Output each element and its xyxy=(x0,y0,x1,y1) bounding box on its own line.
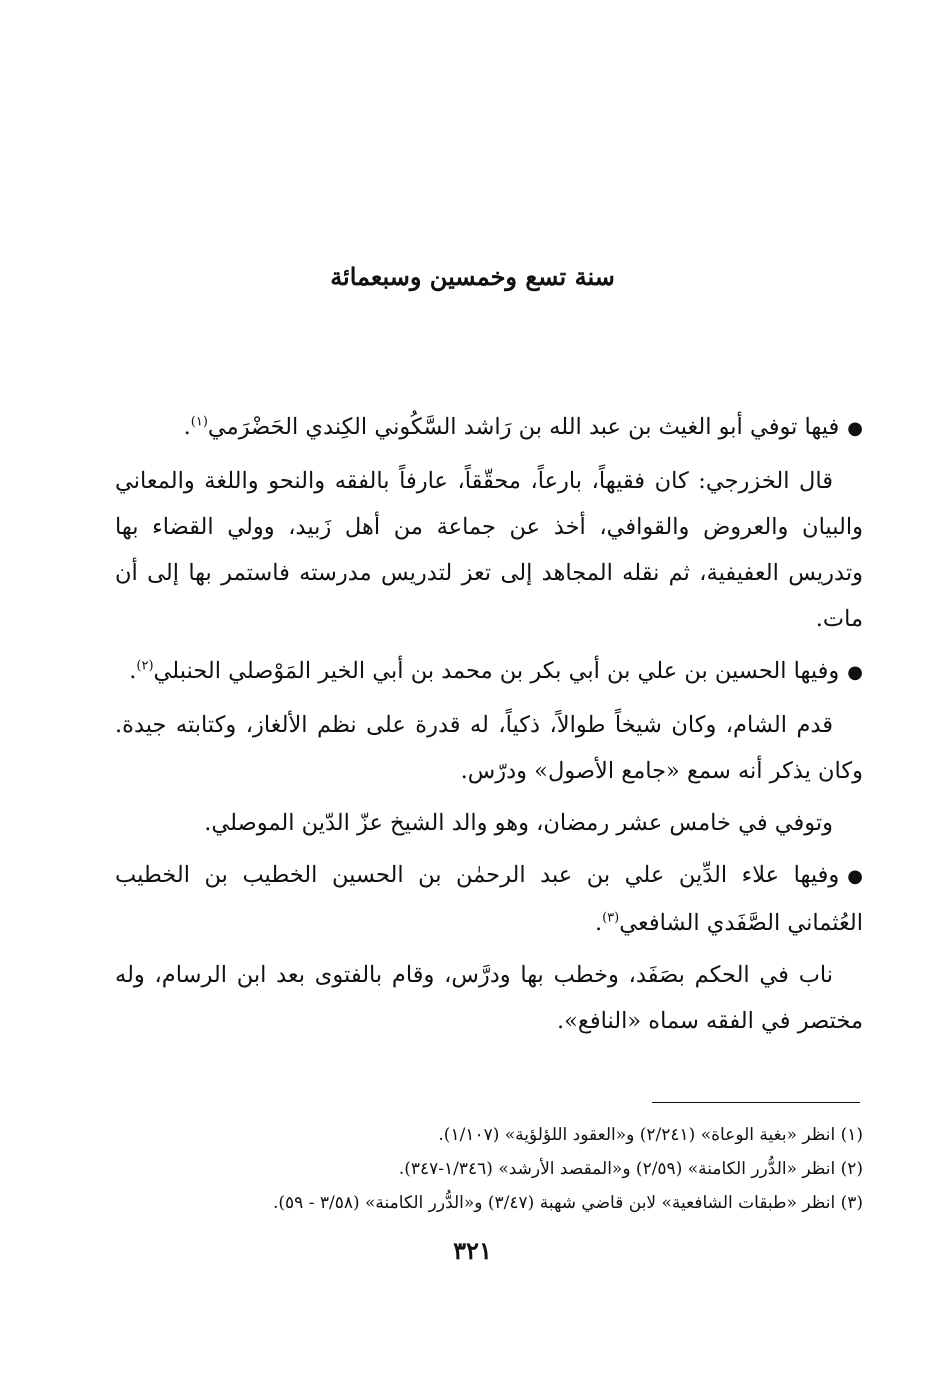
entry-paragraph-al-husayn xyxy=(115,648,863,696)
footnote-marker: (٣) xyxy=(602,910,620,926)
page-number: ٣٢١ xyxy=(453,1236,492,1265)
footnote-marker: (١) xyxy=(190,414,208,430)
body-paragraph: وتوفي في خامس عشر رمضان، وهو والد الشيخ عزّ الدّين الموصلي. xyxy=(204,810,833,836)
footnote: (٢) انظر «الدُّرر الكامنة» (٢/٥٩) و«المقصد الأرشد» (١/٣٤٦-٣٤٧). xyxy=(398,1159,863,1179)
body-paragraph: قدم الشام، وكان شيخاً طوالاً، ذكياً، له قدرة على نظم الألغاز، وكتابته جيدة. وكان يذكر أنه سمع «جامع الأصول» ودرّس. xyxy=(115,712,863,784)
entry-text: وفيها علاء الدِّين علي بن عبد الرحمٰن بن الحسين الخطيب بن الخطيب العُثماني الصَّفَدي الشافعي xyxy=(115,862,863,936)
footnote-marker: (٢) xyxy=(136,658,154,674)
bullet-icon: ● xyxy=(847,662,863,683)
entry-paragraph-alaa-al-din xyxy=(115,852,863,946)
entry-text: وفيها الحسين بن علي بن أبي بكر بن محمد بن أبي الخير المَوْصلي الحنبلي xyxy=(153,658,840,684)
main-text xyxy=(115,404,863,1050)
footnote-divider xyxy=(652,1102,860,1103)
footnote: (٣) انظر «طبقات الشافعية» لابن قاضي شهبة (٣/٤٧) و«الدُّرر الكامنة» (٣/٥٨ - ٥٩). xyxy=(272,1193,863,1213)
footnote: (١) انظر «بغية الوعاة» (٢/٢٤١) و«العقود اللؤلؤية» (١/١٠٧). xyxy=(438,1125,863,1145)
body-paragraph: قال الخزرجي: كان فقيهاً، بارعاً، محقّقاً، عارفاً بالفقه والنحو واللغة والمعاني والبيان والعروض والقوافي، أخذ عن جماعة من أهل زَبيد، وولي القضاء بها وتدريس العفيفية، ثم نقله المجاهد إلى تعز لتدريس مدرسته فاستمر بها إلى أن مات. xyxy=(115,468,863,632)
bullet-icon: ● xyxy=(847,866,863,887)
entry-paragraph-abu-al-ghaith xyxy=(115,404,863,452)
bullet-icon: ● xyxy=(847,418,863,439)
entry-end: . xyxy=(129,658,137,684)
entry-end: . xyxy=(183,414,191,440)
page-title: سنة تسع وخمسين وسبعمائة xyxy=(330,262,615,291)
entry-end: . xyxy=(594,910,603,936)
entry-text: فيها توفي أبو الغيث بن عبد الله بن رَاشد السَّكُوني الكِندي الحَضْرَمي xyxy=(207,414,840,440)
body-paragraph: ناب في الحكم بصَفَد، وخطب بها ودرَّس، وقام بالفتوى بعد ابن الرسام، وله مختصر في الفقه سماه «النافع». xyxy=(115,962,863,1034)
footnotes xyxy=(180,1118,863,1220)
